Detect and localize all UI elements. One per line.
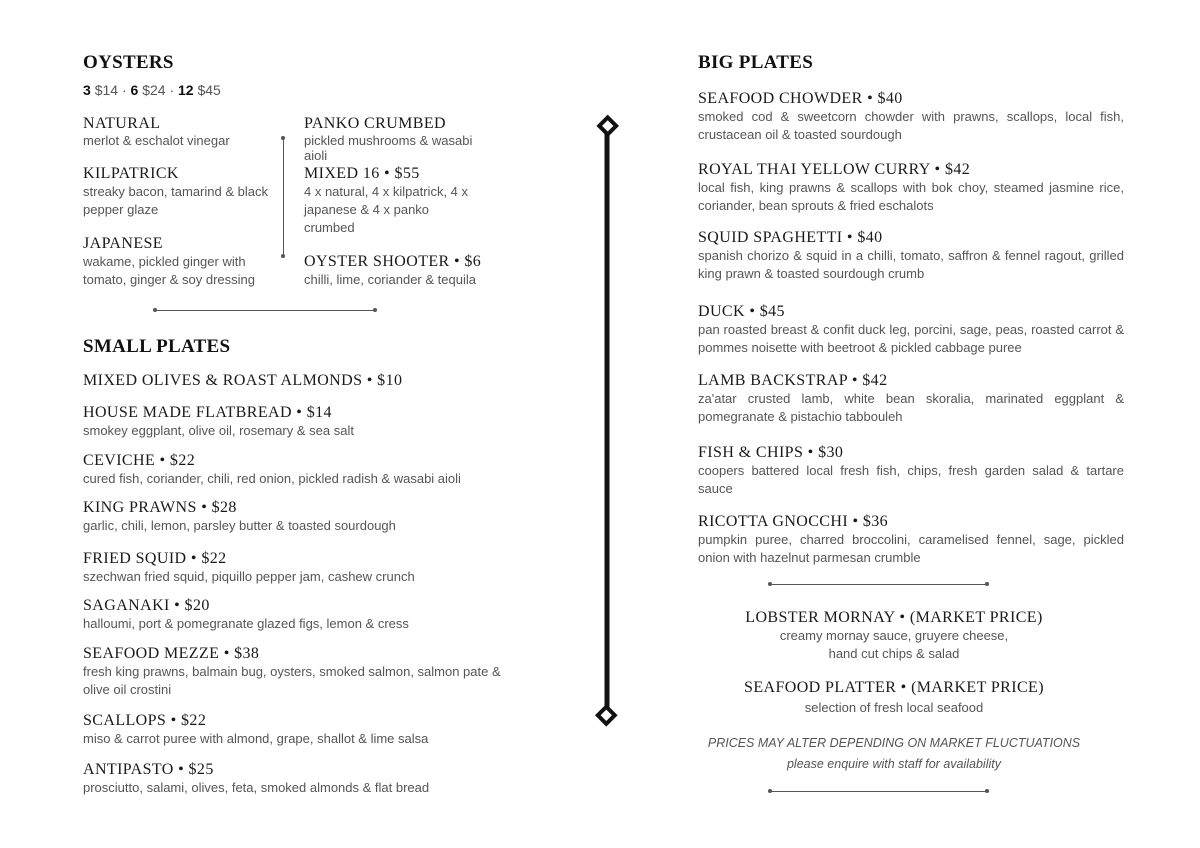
tier-price: $45 <box>197 82 221 98</box>
menu-item-desc: merlot & eschalot vinegar <box>83 133 230 148</box>
menu-item-name: OYSTER SHOOTER • $6 <box>304 253 482 270</box>
menu-item-name: SEAFOOD CHOWDER • $40 <box>698 90 903 107</box>
menu-item-desc: smoked cod & sweetcorn chowder with prawns, scallops, local fish, crustacean oil & toasted sourdough <box>698 109 1124 142</box>
menu-item-desc: streaky bacon, tamarind & black pepper glaze <box>83 184 268 217</box>
oyster-kilpatrick <box>83 164 268 219</box>
rule-dot <box>281 136 285 140</box>
section-divider <box>155 310 375 311</box>
menu-item-name: HOUSE MADE FLATBREAD • $14 <box>83 404 332 421</box>
oysters-heading: OYSTERS <box>83 52 174 73</box>
menu-item-desc: spanish chorizo & squid in a chilli, tomato, saffron & fennel ragout, grilled king prawn & toasted sourdough crumb <box>698 248 1124 281</box>
menu-item-desc: local fish, king prawns & scallops with bok choy, steamed jasmine rice, coriander, bean sprouts & fried eschalots <box>698 180 1124 213</box>
menu-item-desc: halloumi, port & pomegranate glazed figs, lemon & cress <box>83 616 409 631</box>
menu-item-name: SEAFOOD MEZZE • $38 <box>83 645 260 662</box>
tier-price: $24 <box>142 82 166 98</box>
menu-item-desc: pan roasted breast & confit duck leg, porcini, sage, peas, roasted carrot & pommes noisette with beetroot & pickled cabbage puree <box>698 322 1124 355</box>
menu-item-desc: garlic, chili, lemon, parsley butter & toasted sourdough <box>83 518 396 533</box>
menu-item-desc: smokey eggplant, olive oil, rosemary & sea salt <box>83 423 354 438</box>
menu-item-desc: creamy mornay sauce, gruyere cheese, <box>779 628 1009 643</box>
menu-item-name: SEAFOOD PLATTER • (MARKET PRICE) <box>744 679 1044 696</box>
menu-item-desc: miso & carrot puree with almond, grape, shallot & lime salsa <box>83 731 429 746</box>
small-plate-item <box>83 403 503 440</box>
oyster-natural <box>83 114 283 148</box>
menu-item-name: SQUID SPAGHETTI • $40 <box>698 229 883 246</box>
small-plate-item <box>83 760 503 797</box>
special-seafood-platter <box>694 678 1094 717</box>
center-divider-ornament <box>592 112 622 728</box>
big-plate-item <box>698 89 1124 144</box>
menu-item-desc: fresh king prawns, balmain bug, oysters, smoked salmon, salmon pate & olive oil crostini <box>83 664 501 697</box>
tier-qty: 3 <box>83 82 91 98</box>
big-plate-item <box>698 371 1124 426</box>
menu-item-name: ROYAL THAI YELLOW CURRY • $42 <box>698 161 971 178</box>
small-plate-item <box>83 596 503 633</box>
market-price-note: PRICES MAY ALTER DEPENDING ON MARKET FLUCTUATIONS <box>707 736 1081 750</box>
oyster-panko <box>304 114 474 163</box>
menu-item-desc: cured fish, coriander, chili, red onion, pickled radish & wasabi aioli <box>83 471 461 486</box>
menu-item-name: NATURAL <box>83 115 161 132</box>
small-plates-heading: SMALL PLATES <box>83 336 231 357</box>
menu-item-name: FRIED SQUID • $22 <box>83 550 227 567</box>
menu-item-name: RICOTTA GNOCCHI • $36 <box>698 513 889 530</box>
menu-item-name: DUCK • $45 <box>698 303 785 320</box>
small-plate-item <box>83 451 503 488</box>
menu-item-name: KING PRAWNS • $28 <box>83 499 237 516</box>
menu-item-name: MIXED 16 • $55 <box>304 165 420 182</box>
menu-item-name: CEVICHE • $22 <box>83 452 196 469</box>
ornament-bar <box>605 126 610 714</box>
oyster-japanese <box>83 234 278 289</box>
menu-item-name: KILPATRICK <box>83 165 179 182</box>
small-plate-item <box>83 371 503 390</box>
oyster-column-rule <box>283 138 284 256</box>
footer-divider <box>770 791 987 792</box>
big-plate-item <box>698 512 1124 567</box>
menu-item-desc: coopers battered local fresh fish, chips, fresh garden salad & tartare sauce <box>698 463 1124 496</box>
big-plate-item <box>698 443 1124 498</box>
menu-item-name: SCALLOPS • $22 <box>83 712 207 729</box>
menu-item-desc: hand cut chips & salad <box>828 646 960 661</box>
tier-separator: · <box>169 82 175 98</box>
menu-item-desc: pickled mushrooms & wasabi aioli <box>304 133 473 163</box>
menu-item-desc: wakame, pickled ginger with tomato, ginger & soy dressing <box>83 254 255 287</box>
small-plate-item <box>83 549 503 586</box>
big-plate-item <box>698 160 1124 215</box>
tier-qty: 12 <box>178 82 194 98</box>
menu-item-name: ANTIPASTO • $25 <box>83 761 214 778</box>
small-plate-item <box>83 711 503 748</box>
small-plate-item <box>83 644 503 699</box>
menu-item-desc: chilli, lime, coriander & tequila <box>304 272 476 287</box>
oyster-mixed <box>304 164 474 237</box>
menu-item-name: LAMB BACKSTRAP • $42 <box>698 372 888 389</box>
big-plates-heading: BIG PLATES <box>698 52 814 73</box>
big-plate-item <box>698 302 1124 357</box>
menu-item-desc: selection of fresh local seafood <box>804 700 984 715</box>
menu-item-desc: szechwan fried squid, piquillo pepper jam, cashew crunch <box>83 569 415 584</box>
big-plate-item <box>698 228 1124 283</box>
tier-qty: 6 <box>130 82 139 98</box>
menu-item-name: SAGANAKI • $20 <box>83 597 210 614</box>
menu-item-name: PANKO CRUMBED <box>304 115 446 132</box>
tier-separator: · <box>121 82 127 98</box>
menu-item-desc: prosciutto, salami, olives, feta, smoked almonds & flat bread <box>83 780 430 795</box>
rule-dot <box>281 254 285 258</box>
menu-item-desc: 4 x natural, 4 x kilpatrick, 4 x japanese & 4 x panko crumbed <box>304 184 469 235</box>
availability-note: please enquire with staff for availability <box>786 757 1001 771</box>
menu-item-name: FISH & CHIPS • $30 <box>698 444 844 461</box>
menu-item-desc: za'atar crusted lamb, white bean skoralia, marinated eggplant & pomegranate & pistachio tabbouleh <box>698 391 1124 424</box>
section-divider <box>770 584 987 585</box>
menu-item-name: MIXED OLIVES & ROAST ALMONDS • $10 <box>83 372 403 389</box>
oyster-price-tiers <box>83 82 221 98</box>
menu-item-desc: pumpkin puree, charred broccolini, caramelised fennel, sage, pickled onion with hazelnut parmesan crumble <box>698 532 1124 565</box>
small-plate-item <box>83 498 503 535</box>
oyster-shooter <box>304 252 514 289</box>
tier-price: $14 <box>94 82 119 98</box>
special-lobster-mornay <box>694 608 1094 663</box>
menu-item-name: LOBSTER MORNAY • (MARKET PRICE) <box>745 609 1043 626</box>
menu-item-name: JAPANESE <box>83 235 163 252</box>
